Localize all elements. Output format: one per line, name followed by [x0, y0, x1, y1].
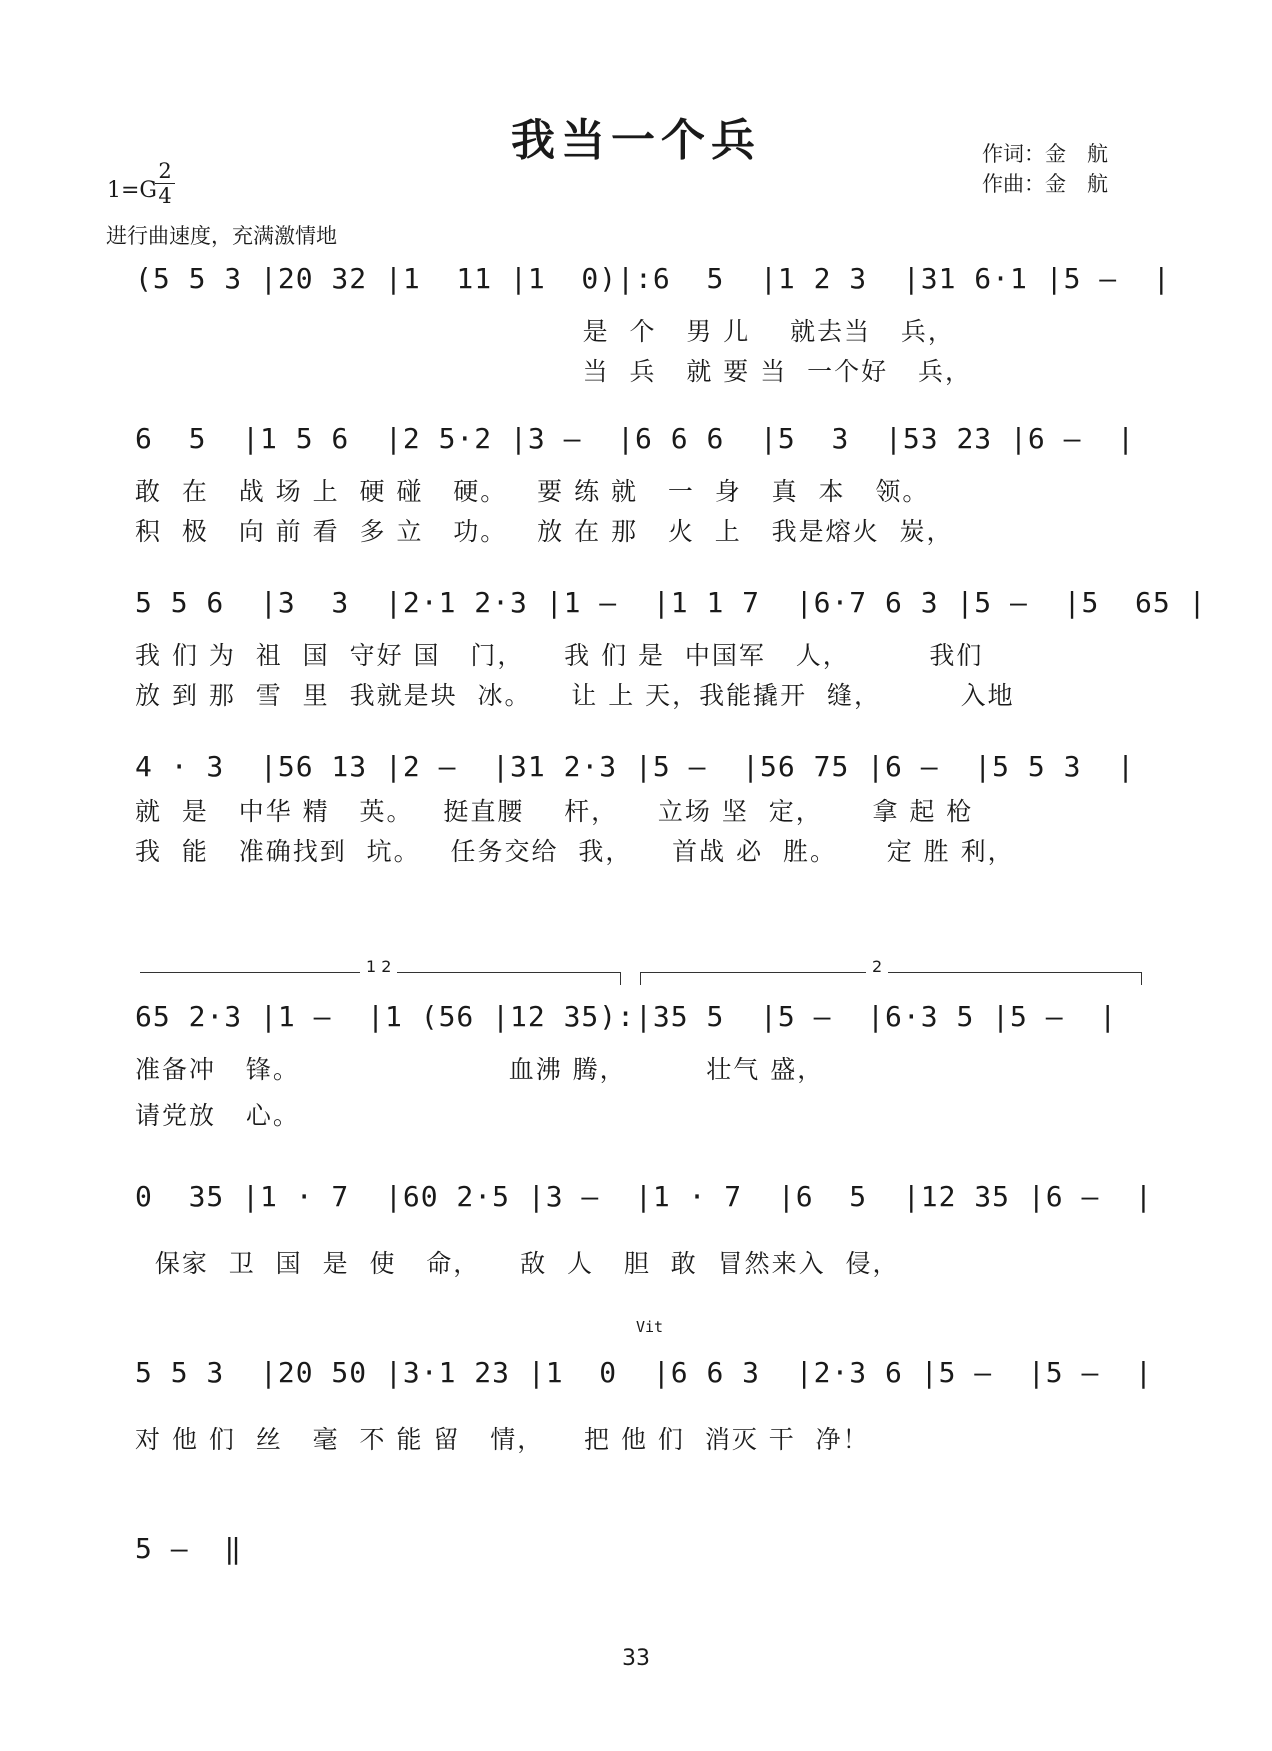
time-signature-top: 2 — [158, 159, 172, 183]
lyric-line: 敢 在 战 场 上 硬 碰 硬。 要 练 就 一 身 真 本 领。 — [135, 477, 930, 506]
page-title: 我当一个兵 — [511, 115, 761, 166]
lyric-line: 保家 卫 国 是 使 命， 敌 人 胆 敢 冒然来入 侵， — [135, 1249, 900, 1278]
lyric-line: 请党放 心。 — [135, 1101, 300, 1130]
notation-line: 65 2·3 |1 — |1 (56 |12 35):|35 5 |5 — |6·3 5 |5 — | — [135, 1000, 1118, 1033]
lyric-line: 就 是 中华 精 英。 挺直腰 杆， 立场 坚 定， 拿 起 枪 — [135, 797, 974, 826]
lyric-line: 准备冲 锋。 血沸 腾， 壮气 盛， — [135, 1055, 825, 1084]
lyric-line: 对 他 们 丝 毫 不 能 留 情， 把 他 们 消灭 干 净！ — [135, 1425, 870, 1454]
lyric-line: 放 到 那 雪 里 我就是块 冰。 让 上 天，我能撬开 缝， 入地 — [135, 681, 1015, 710]
time-signature-bottom: 4 — [158, 184, 172, 208]
page-number: 33 — [622, 1646, 650, 1671]
notation-line: 5 5 6 |3 3 |2·1 2·3 |1 — |1 1 7 |6·7 6 3 |5 — |5 65 | — [135, 586, 1207, 619]
volta-bracket-1 — [140, 957, 621, 985]
composer-credit: 作曲：金 航 — [982, 172, 1108, 196]
lyricist-credit: 作词：金 航 — [982, 142, 1108, 166]
lyric-line: 是 个 男 儿 就去当 兵， — [135, 317, 955, 346]
lyric-line: 积 极 向 前 看 多 立 功。 放 在 那 火 上 我是熔火 炭， — [135, 517, 954, 546]
vit-marking: Vit — [636, 1318, 664, 1336]
volta-label: 2 — [866, 957, 888, 976]
volta-bracket-2 — [640, 957, 1142, 985]
notation-line: 6 5 |1 5 6 |2 5·2 |3 — |6 6 6 |5 3 |53 23 |6 — | — [135, 422, 1136, 455]
lyric-line: 我 们 为 祖 国 守好 国 门， 我 们 是 中国军 人， 我们 — [135, 641, 984, 670]
time-signature — [155, 160, 175, 207]
key-signature: 1=G — [107, 178, 158, 203]
notation-line: (5 5 3 |20 32 |1 11 |1 0)|:6 5 |1 2 3 |31 6·1 |5 — | — [135, 262, 1171, 295]
volta-label: 1 2 — [360, 957, 397, 976]
notation-line: 5 5 3 |20 50 |3·1 23 |1 0 |6 6 3 |2·3 6 |5 — |5 — | — [135, 1356, 1153, 1389]
tempo-marking: 进行曲速度，充满激情地 — [106, 224, 337, 248]
lyric-line: 我 能 准确找到 坑。 任务交给 我， 首战 必 胜。 定 胜 利， — [135, 837, 1015, 866]
notation-line: 4 · 3 |56 13 |2 — |31 2·3 |5 — |56 75 |6 — |5 5 3 | — [135, 750, 1136, 783]
notation-line: 5 — ‖ — [135, 1532, 243, 1565]
lyric-line: 当 兵 就 要 当 一个好 兵， — [135, 357, 972, 386]
notation-line: 0 35 |1 · 7 |60 2·5 |3 — |1 · 7 |6 5 |12 35 |6 — | — [135, 1180, 1153, 1213]
